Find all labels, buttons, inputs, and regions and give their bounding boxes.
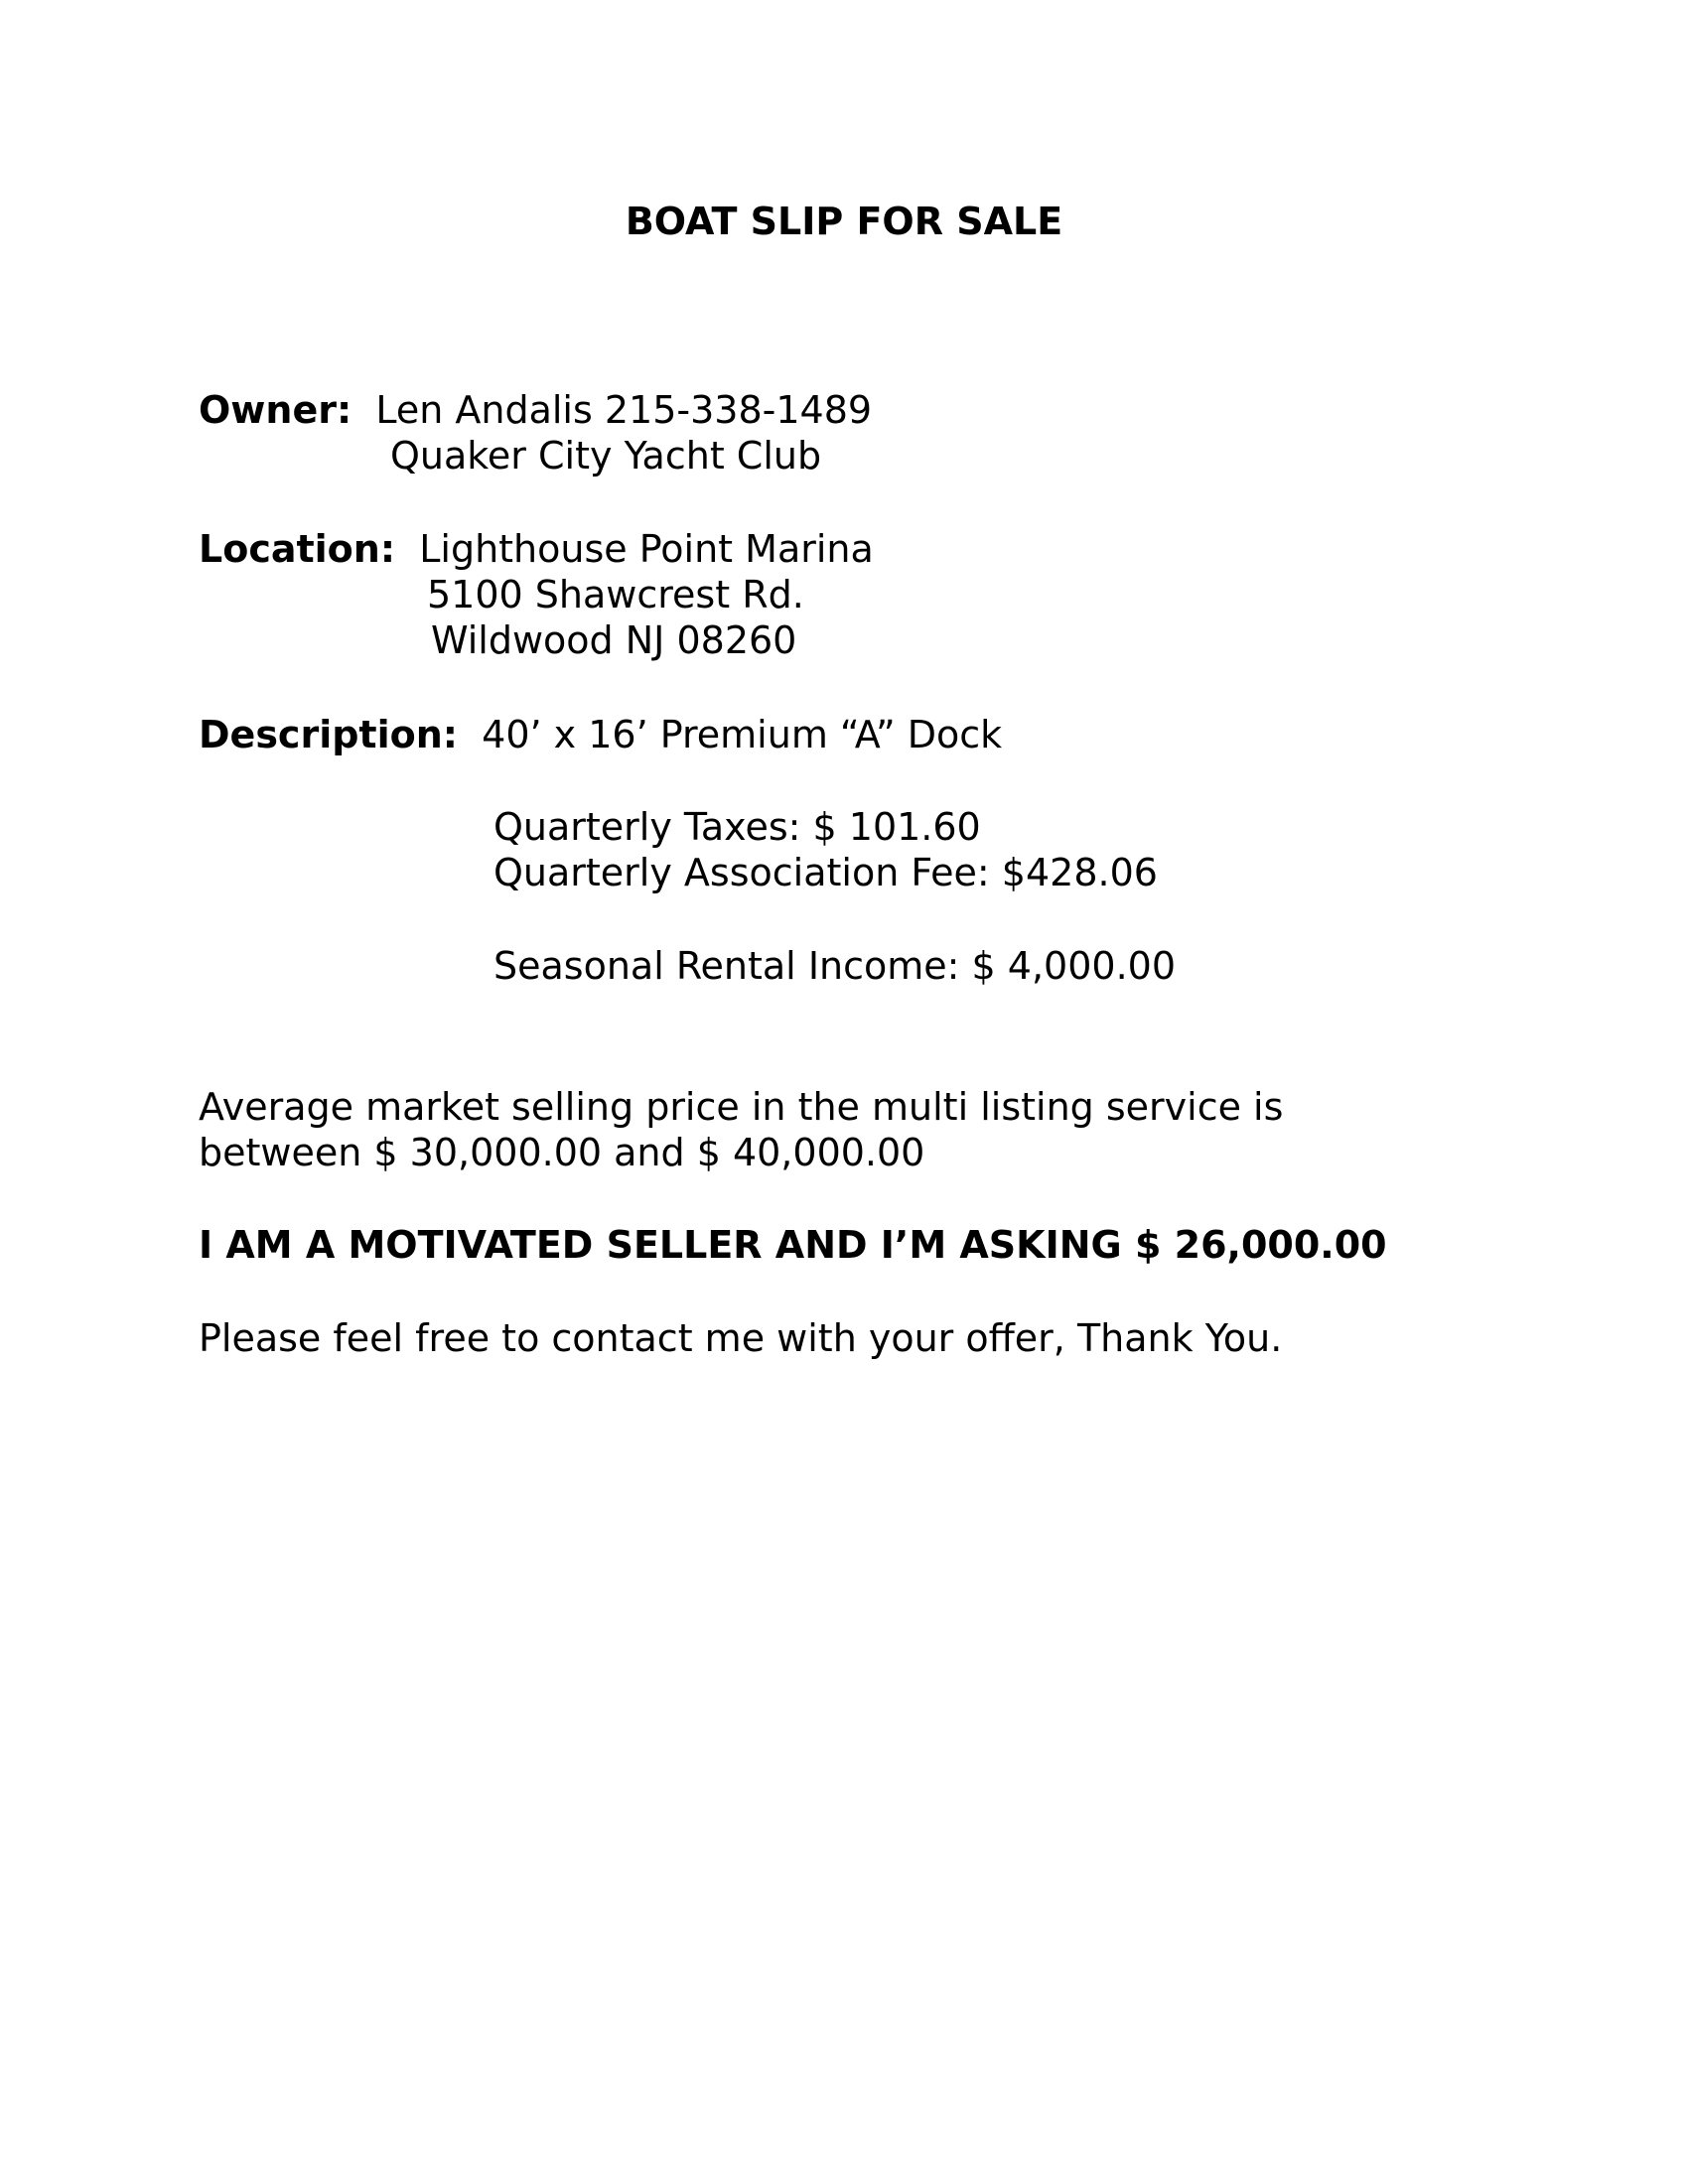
- location-line-3: Wildwood NJ 08260: [431, 618, 797, 662]
- description-label: Description:: [199, 713, 458, 756]
- quarterly-taxes: Quarterly Taxes: $ 101.60: [493, 805, 981, 849]
- quarterly-association-fee: Quarterly Association Fee: $428.06: [493, 851, 1158, 894]
- owner-row: [199, 387, 872, 433]
- description-row: [199, 712, 1002, 757]
- location-label: Location:: [199, 527, 396, 571]
- location-row: [199, 526, 874, 572]
- closing-note: Please feel free to contact me with your offer, Thank You.: [199, 1316, 1283, 1360]
- seasonal-rental-income: Seasonal Rental Income: $ 4,000.00: [493, 944, 1177, 988]
- owner-label: Owner:: [199, 388, 352, 432]
- location-line-2: 5100 Shawcrest Rd.: [427, 573, 804, 616]
- location-line-1: Lighthouse Point Marina: [419, 527, 874, 571]
- description-dock: 40’ x 16’ Premium “A” Dock: [482, 713, 1003, 756]
- asking-price-statement: I AM A MOTIVATED SELLER AND I’M ASKING $ 26,000.00: [199, 1223, 1387, 1267]
- owner-club: Quaker City Yacht Club: [390, 434, 822, 478]
- owner-name-phone: Len Andalis 215-338-1489: [375, 388, 873, 432]
- page-title: BOAT SLIP FOR SALE: [625, 200, 1063, 243]
- market-line-1: Average market selling price in the multi listing service is: [199, 1085, 1284, 1129]
- market-line-2: between $ 30,000.00 and $ 40,000.00: [199, 1131, 925, 1174]
